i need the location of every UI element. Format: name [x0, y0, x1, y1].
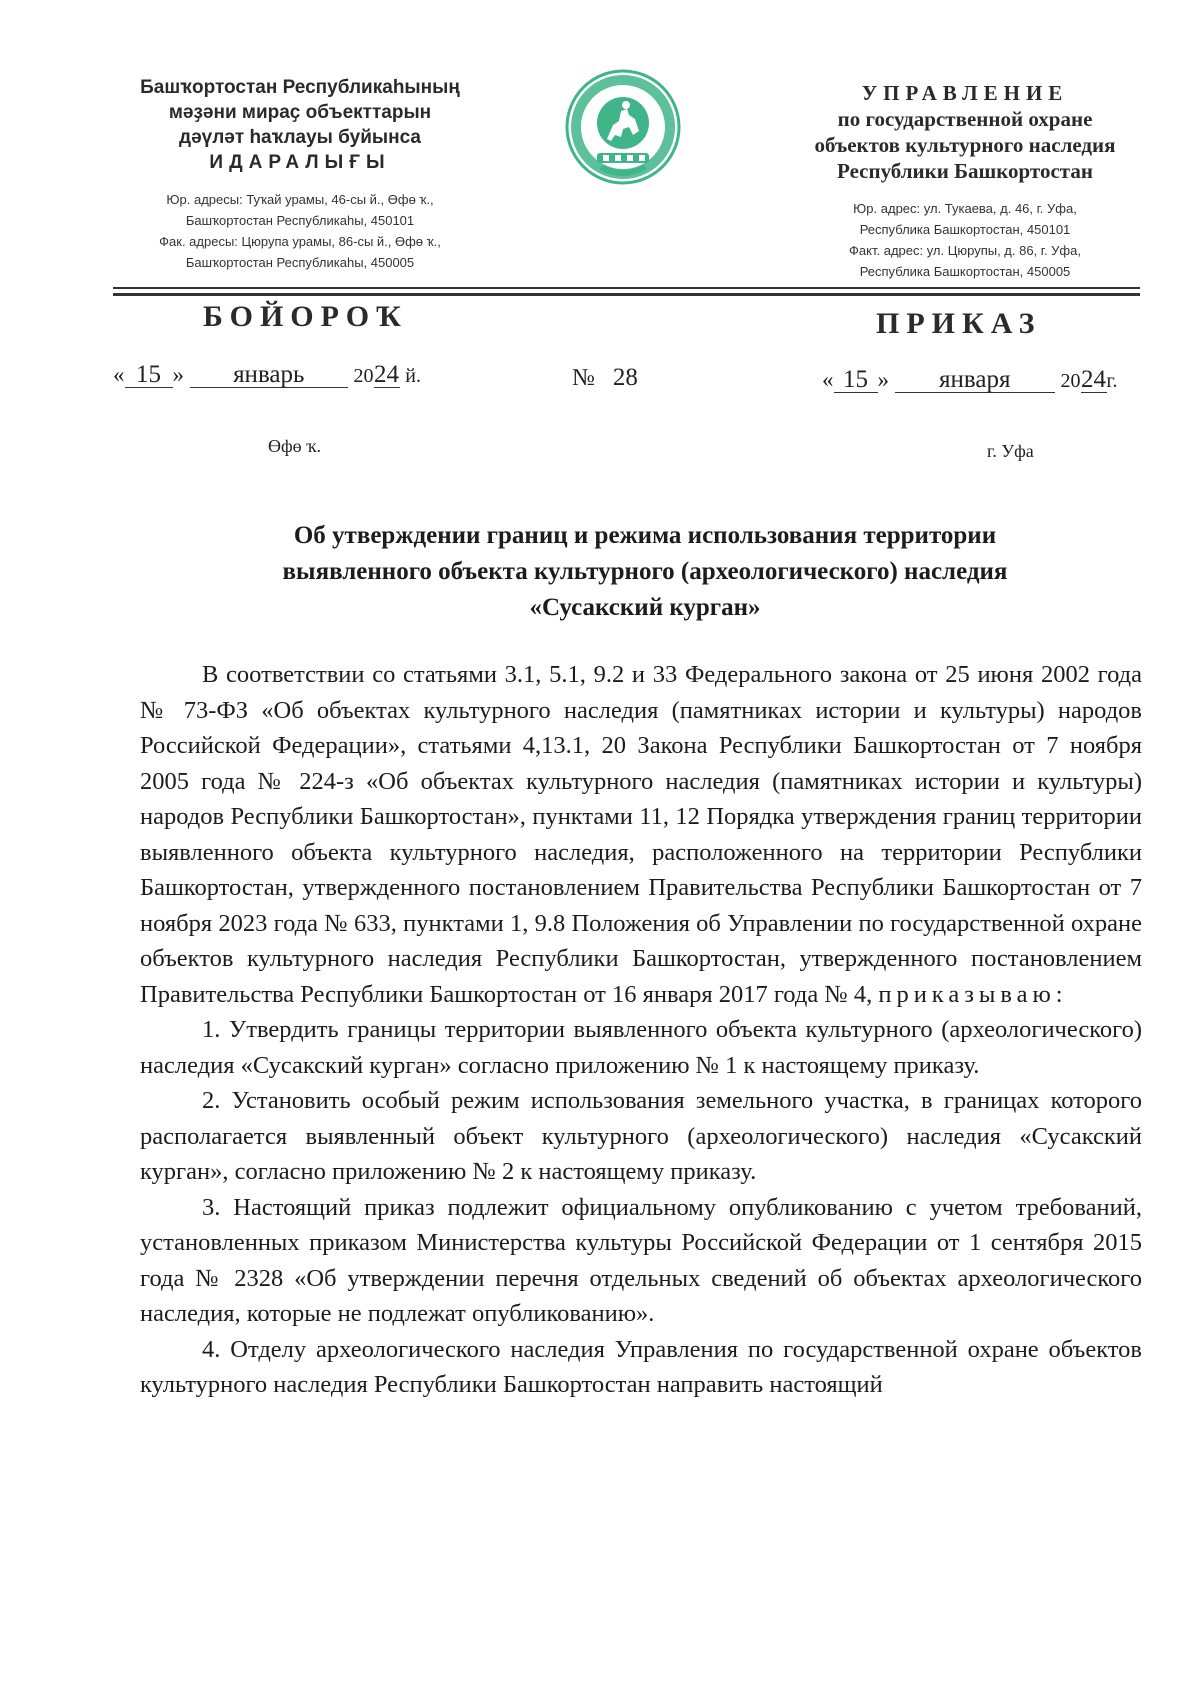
header-divider — [113, 287, 1140, 289]
org-name-line: мәҙәни мираҫ объекттарын — [168, 102, 432, 123]
document-title — [150, 518, 1140, 626]
date-day: 15 — [834, 368, 878, 393]
order-item: 1. Утвердить границы территории выявленного объекта культурного (археологического) наследия «Сусакский курган» согласно приложению № 1 к настоящему приказу. — [140, 1016, 1142, 1079]
org-name-line: объектов культурного наследия — [814, 133, 1116, 157]
order-number-value: 28 — [612, 364, 638, 391]
preamble-text: В соответствии со статьями 3.1, 5.1, 9.2 и 33 Федерального закона от 25 июня 2002 года № 73-ФЗ «Об объектах культурного наследия (памятниках истории и культуры) народов Российской Федерации», статьями 4,13.1, 20 Закона Республики Башкортостан от 7 ноября 2005 года № 224-з «Об объектах культурного наследия (памятниках истории и культуры) народов Республики Башкортостан», пунктами 11, 12 Порядка утверждения границ территории выявленного объекта культурного наследия, расположенного на территории Республики Башкортостан, утвержденного постановлением Правительства Республики Башкортостан от 7 ноября 2023 года № 633, пунктами 1, 9.8 Положения об Управлении по государственной охране объектов культурного наследия Республики Башкортостан, утвержденного постановлением Правительства Республики Башкортостан от 16 января 2017 года № 4, — [140, 661, 1142, 1008]
order-title-russian: ПРИКАЗ — [876, 307, 1042, 340]
header-right-russian — [790, 80, 1140, 282]
order-title-bashkir: БОЙОРОҠ — [203, 300, 408, 333]
order-date-russian — [822, 367, 1117, 393]
address-line: Башҡортостан Республикаһы, 450101 — [185, 213, 415, 228]
quote-mark: « — [113, 362, 125, 387]
address-line: Фак. адресы: Цюрупа урамы, 86-сы й., Өфө ҡ., — [159, 234, 441, 249]
address-line: Башҡортостан Республикаһы, 450005 — [185, 255, 415, 270]
title-line: «Сусакский курган» — [529, 594, 761, 621]
address-block — [100, 189, 500, 273]
number-sign: № — [572, 365, 595, 391]
date-year-suffix: 24 — [1081, 366, 1106, 393]
quote-mark: » — [877, 367, 889, 392]
title-line: выявленного объекта культурного (археологического) наследия — [282, 558, 1008, 585]
date-month: январь — [190, 363, 348, 388]
address-block — [790, 198, 1140, 282]
date-year-mark: й. — [405, 365, 421, 387]
order-number — [572, 364, 638, 392]
order-date-bashkir — [113, 362, 421, 388]
address-line: Юр. адрес: ул. Тукаева, д. 46, г. Уфа, — [853, 201, 1077, 216]
order-item: 3. Настоящий приказ подлежит официальному опубликованию с учетом требований, установленных приказом Министерства культуры Российской Федерации от 1 сентября 2015 года № 2328 «Об утверждении перечня отдельных сведений об объектах археологического наследия, которые не подлежат опубликованию». — [140, 1193, 1142, 1327]
order-word: приказываю: — [878, 980, 1068, 1008]
document-body — [140, 657, 1142, 1403]
date-day: 15 — [125, 363, 173, 388]
org-name-line: УПРАВЛЕНИЕ — [861, 81, 1069, 105]
org-name-line: по государственной охране — [837, 107, 1093, 131]
org-name-line: Башҡортостан Республикаһының — [140, 77, 460, 98]
quote-mark: « — [822, 367, 834, 392]
city-russian: г. Уфа — [987, 441, 1034, 461]
date-year-mark: г. — [1106, 370, 1118, 392]
header-divider — [113, 293, 1140, 296]
date-year-prefix: 20 — [1060, 370, 1081, 392]
address-line: Факт. адрес: ул. Цюрупы, д. 86, г. Уфа, — [849, 243, 1081, 258]
order-item: 2. Установить особый режим использования земельного участка, в границах которого располагается выявленный объект культурного (археологического) наследия «Сусакский курган», согласно приложению № 2 к настоящему приказу. — [140, 1087, 1142, 1185]
date-year-prefix: 20 — [353, 365, 374, 387]
preamble-paragraph — [140, 657, 1142, 1012]
city-bashkir: Өфө ҡ. — [268, 436, 321, 456]
address-line: Республика Башкортостан, 450005 — [859, 264, 1071, 279]
org-name-line: Республики Башкортостан — [837, 159, 1093, 183]
date-month: января — [895, 368, 1055, 393]
order-item: 4. Отделу археологического наследия Управления по государственной охране объектов культурного наследия Республики Башкортостан направить настоящий — [140, 1335, 1142, 1398]
date-year-suffix: 24 — [374, 361, 399, 388]
org-name-line: ИДАРАЛЫҒЫ — [209, 152, 391, 173]
header-left-bashkir — [100, 75, 500, 273]
quote-mark: » — [172, 362, 184, 387]
title-line: Об утверждении границ и режима использования территории — [293, 522, 997, 549]
org-name-line: дәүләт һаҡлауы буйынса — [179, 127, 421, 148]
coat-of-arms-icon — [563, 65, 683, 190]
address-line: Юр. адресы: Туҡай урамы, 46-сы й., Өфө ҡ., — [166, 192, 434, 207]
address-line: Республика Башкортостан, 450101 — [859, 222, 1071, 237]
